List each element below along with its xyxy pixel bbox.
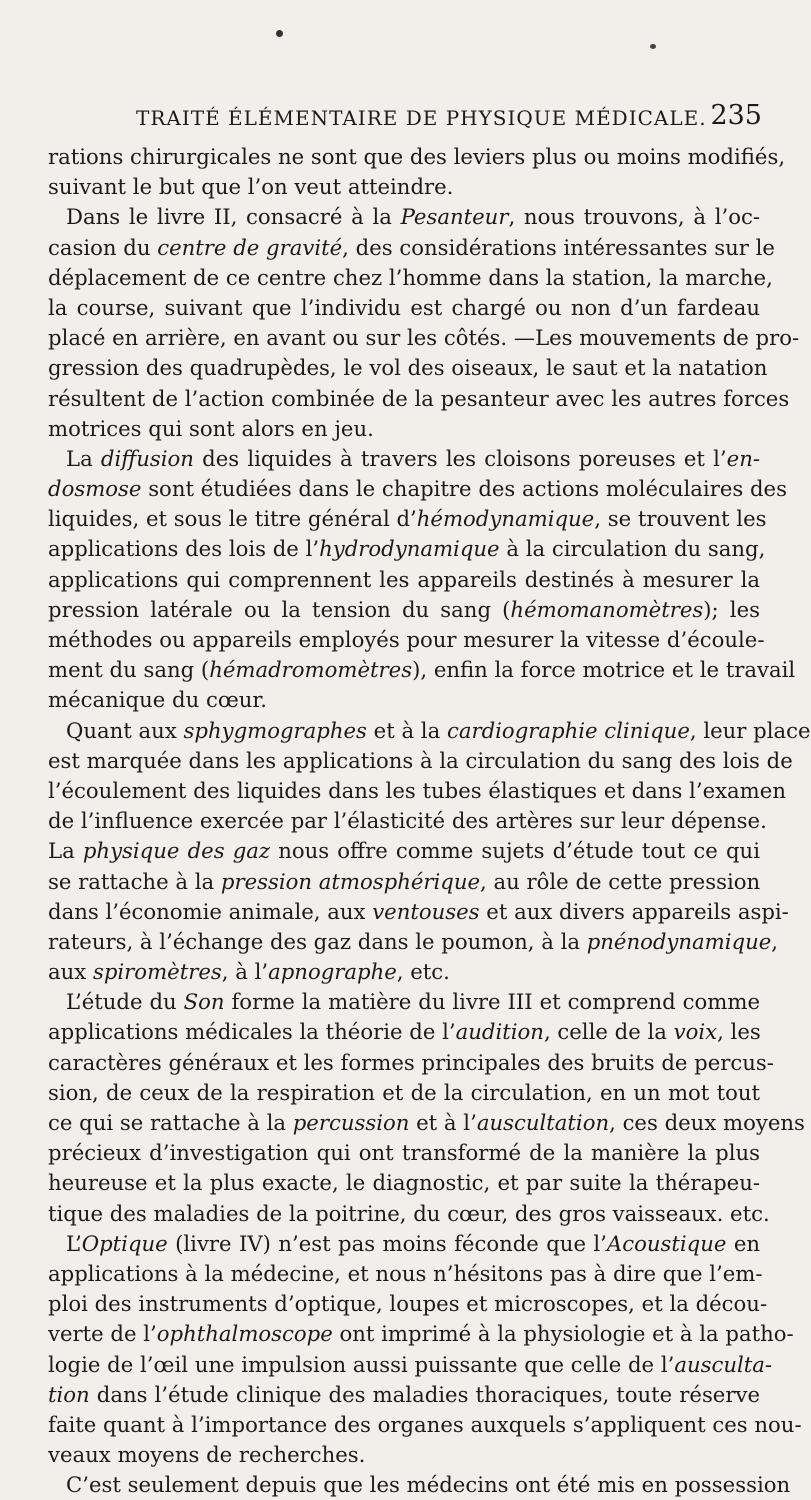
text-run: , à l’	[221, 959, 269, 985]
italic-term: centre de gravité	[157, 234, 343, 260]
text-line	[48, 1078, 760, 1108]
text-line	[48, 414, 760, 444]
text-run: des liquides à travers les cloisons poreuses et l’	[193, 445, 727, 471]
text-run: suivant le but que l’on veut atteindre.	[48, 174, 454, 200]
text-run: , etc.	[396, 959, 450, 985]
text-line	[48, 1108, 805, 1138]
text-line	[48, 716, 811, 746]
text-line	[48, 142, 786, 172]
text-line	[48, 1138, 760, 1168]
italic-term: ophthalmoscope	[156, 1321, 333, 1347]
italic-term: tion	[48, 1381, 90, 1407]
text-line	[48, 384, 790, 414]
text-line	[48, 1470, 791, 1500]
text-run: liquides, et sous le titre général d’	[48, 506, 417, 532]
text-run: ce qui se rattache à la	[48, 1110, 293, 1135]
italic-term: percussion	[292, 1110, 410, 1135]
text-run: L’	[66, 1230, 82, 1256]
text-line	[48, 1410, 802, 1440]
text-run: dans l’économie animale, aux	[48, 898, 373, 924]
text-run: mécanique du cœur.	[48, 687, 267, 713]
text-run: l’écoulement des liquides dans les tubes élastiques et dans l’examen	[48, 777, 786, 803]
text-line	[48, 323, 800, 353]
text-run: veaux moyens de recherches.	[48, 1442, 366, 1468]
text-run: , leur place	[689, 717, 811, 743]
text-line	[48, 1380, 760, 1410]
text-run: tique des maladies de la poitrine, du cœur, des gros vaisseaux. etc.	[48, 1200, 770, 1226]
text-line	[48, 534, 766, 564]
text-line	[48, 1319, 794, 1349]
italic-term: auscultation	[476, 1110, 610, 1135]
text-run: résultent de l’action combinée de la pesanteur avec les autres forces	[48, 385, 790, 411]
text-run: applications qui comprennent les appareils destinés à mesurer la	[48, 566, 760, 592]
italic-term: apnographe	[268, 959, 397, 985]
text-run: se rattache à la	[48, 868, 221, 894]
text-run: applications à la médecine, et nous n’hésitons pas à dire que l’em-	[48, 1260, 763, 1286]
text-line	[48, 474, 787, 504]
text-run: , celle de la	[543, 1019, 674, 1045]
text-run: à la circulation du sang,	[499, 536, 766, 562]
text-line	[48, 595, 760, 625]
text-line	[48, 504, 767, 534]
text-run: rateurs, à l’échange des gaz dans le poumon, à la	[48, 928, 587, 954]
text-run: heureuse et la plus exacte, le diagnostic, et par suite la thérapeu-	[48, 1170, 760, 1196]
italic-term: en-	[726, 445, 760, 471]
text-run: en	[726, 1230, 761, 1256]
text-run: sont étudiées dans le chapitre des actions moléculaires des	[141, 476, 787, 502]
text-line	[48, 655, 796, 685]
text-line	[48, 776, 786, 806]
text-run: ,	[771, 928, 779, 954]
text-run: La	[48, 838, 83, 864]
italic-term: hémadromomètres	[209, 657, 413, 683]
text-line	[48, 746, 793, 776]
text-line	[48, 1350, 773, 1380]
text-run: ment du sang (	[48, 657, 210, 683]
text-run: Dans le livre II, consacré à la	[66, 204, 401, 230]
italic-term: cardiographie clinique	[446, 717, 690, 743]
page-number: 235	[710, 100, 762, 131]
text-line	[48, 1259, 763, 1289]
italic-term: sphygmographes	[183, 717, 367, 743]
text-run: motrices qui sont alors en jeu.	[48, 415, 374, 441]
text-line	[48, 293, 760, 323]
text-run: de l’influence exercée par l’élasticité des artères sur leur dépense.	[48, 808, 767, 834]
text-line	[48, 1229, 760, 1259]
text-run: , au rôle de cette pression	[480, 868, 761, 894]
italic-term: pression atmosphérique	[220, 868, 481, 894]
text-run: ploi des instruments d’optique, loupes et microscopes, et la décou-	[48, 1291, 768, 1317]
text-run: La	[66, 445, 101, 471]
text-run: placé en arrière, en avant ou sur les côtés. —Les mouvements de pro-	[48, 325, 800, 351]
text-line	[48, 233, 775, 263]
text-run: méthodes ou appareils employés pour mesurer la vitesse d’écoule-	[48, 627, 765, 652]
ink-speck	[276, 30, 283, 37]
text-run: (livre IV) n’est pas moins féconde que l’	[167, 1230, 607, 1256]
italic-term: ventouses	[372, 898, 480, 924]
italic-term: ausculta-	[674, 1351, 773, 1377]
text-line	[48, 987, 760, 1017]
text-line	[48, 1289, 768, 1319]
text-run: nous offre comme sujets d’étude tout ce qui	[270, 838, 760, 864]
running-header	[110, 100, 766, 136]
text-run: , les	[717, 1019, 761, 1045]
text-run: , se trouvent les	[594, 506, 767, 532]
italic-term: hydrodynamique	[319, 536, 500, 562]
italic-term: audition	[455, 1019, 544, 1045]
text-run: et à l’	[409, 1110, 477, 1135]
text-run: est marquée dans les applications à la circulation du sang des lois de	[48, 747, 793, 773]
italic-term: pnénodynamique	[586, 928, 772, 954]
italic-term: hémomanomètres	[510, 596, 704, 622]
text-line	[48, 897, 789, 927]
text-run: pression latérale ou la tension du sang (	[48, 596, 511, 622]
italic-term: dosmose	[48, 476, 142, 502]
text-run: gression des quadrupèdes, le vol des oiseaux, le saut et la natation	[48, 355, 768, 381]
text-line	[48, 1048, 774, 1078]
text-run: applications des lois de l’	[48, 536, 320, 562]
italic-term: Acoustique	[606, 1230, 727, 1256]
text-line	[48, 867, 760, 897]
italic-term: diffusion	[100, 445, 194, 471]
text-line	[48, 1199, 770, 1229]
text-run: rations chirurgicales ne sont que des leviers plus ou moins modifiés,	[48, 144, 786, 169]
text-line	[48, 806, 767, 836]
text-line	[48, 927, 779, 957]
italic-term: physique des gaz	[82, 838, 271, 864]
text-run: L’étude du	[66, 989, 184, 1015]
text-run: Quant aux	[66, 717, 184, 743]
text-run: C’est seulement depuis que les médecins ont été mis en possession	[66, 1472, 791, 1498]
text-run: verte de l’	[48, 1321, 157, 1347]
text-line	[48, 263, 773, 293]
text-run: casion du	[48, 234, 158, 260]
text-run: , des considérations intéressantes sur le	[342, 234, 775, 260]
text-line	[48, 836, 760, 866]
text-run: déplacement de ce centre chez l’homme dans la station, la marche,	[48, 264, 773, 290]
text-run: dans l’étude clinique des maladies thoraciques, toute réserve	[89, 1381, 760, 1407]
italic-term: hémodynamique	[416, 506, 595, 532]
text-run: sion, de ceux de la respiration et de la circulation, en un mot tout	[48, 1079, 760, 1105]
text-run: précieux d’investigation qui ont transformé de la manière la plus	[48, 1140, 760, 1166]
text-run: , nous trouvons, à l’oc-	[508, 204, 761, 230]
text-run: ), enfin la force motrice et le travail	[412, 657, 796, 683]
running-title: TRAITÉ ÉLÉMENTAIRE DE PHYSIQUE MÉDICALE.	[136, 106, 707, 130]
text-run: caractères généraux et les formes principales des bruits de percus-	[48, 1049, 774, 1075]
text-run: forme la matière du livre III et comprend comme	[224, 989, 760, 1015]
text-run: ); les	[703, 596, 760, 622]
italic-term: Pesanteur	[400, 204, 509, 230]
text-line	[48, 565, 760, 595]
text-run: ont imprimé à la physiologie et à la patho-	[332, 1321, 794, 1347]
text-line	[48, 1017, 760, 1047]
text-line	[48, 444, 760, 474]
text-run: , ces deux moyens	[609, 1110, 805, 1135]
text-run: et aux divers appareils aspi-	[479, 898, 789, 924]
ink-speck	[650, 44, 656, 49]
italic-term: Son	[183, 989, 225, 1015]
text-run: la course, suivant que l’individu est chargé ou non d’un fardeau	[48, 294, 760, 320]
text-line	[48, 172, 760, 202]
italic-term: spiromètres	[92, 959, 222, 985]
text-run: applications médicales la théorie de l’	[48, 1019, 456, 1045]
text-line	[48, 202, 760, 232]
text-line	[48, 685, 760, 715]
text-run: faite quant à l’importance des organes auxquels s’appliquent ces nou-	[48, 1411, 802, 1437]
text-line	[48, 353, 768, 383]
text-run: et à la	[366, 717, 447, 743]
italic-term: Optique	[81, 1230, 168, 1256]
italic-term: voix	[673, 1019, 718, 1045]
text-line	[48, 1440, 760, 1470]
body-text	[48, 142, 811, 1500]
text-run: aux	[48, 959, 93, 985]
text-line	[48, 1168, 760, 1198]
text-line	[48, 957, 760, 987]
text-run: logie de l’œil une impulsion aussi puissante que celle de l’	[48, 1351, 675, 1377]
text-line	[48, 625, 765, 655]
